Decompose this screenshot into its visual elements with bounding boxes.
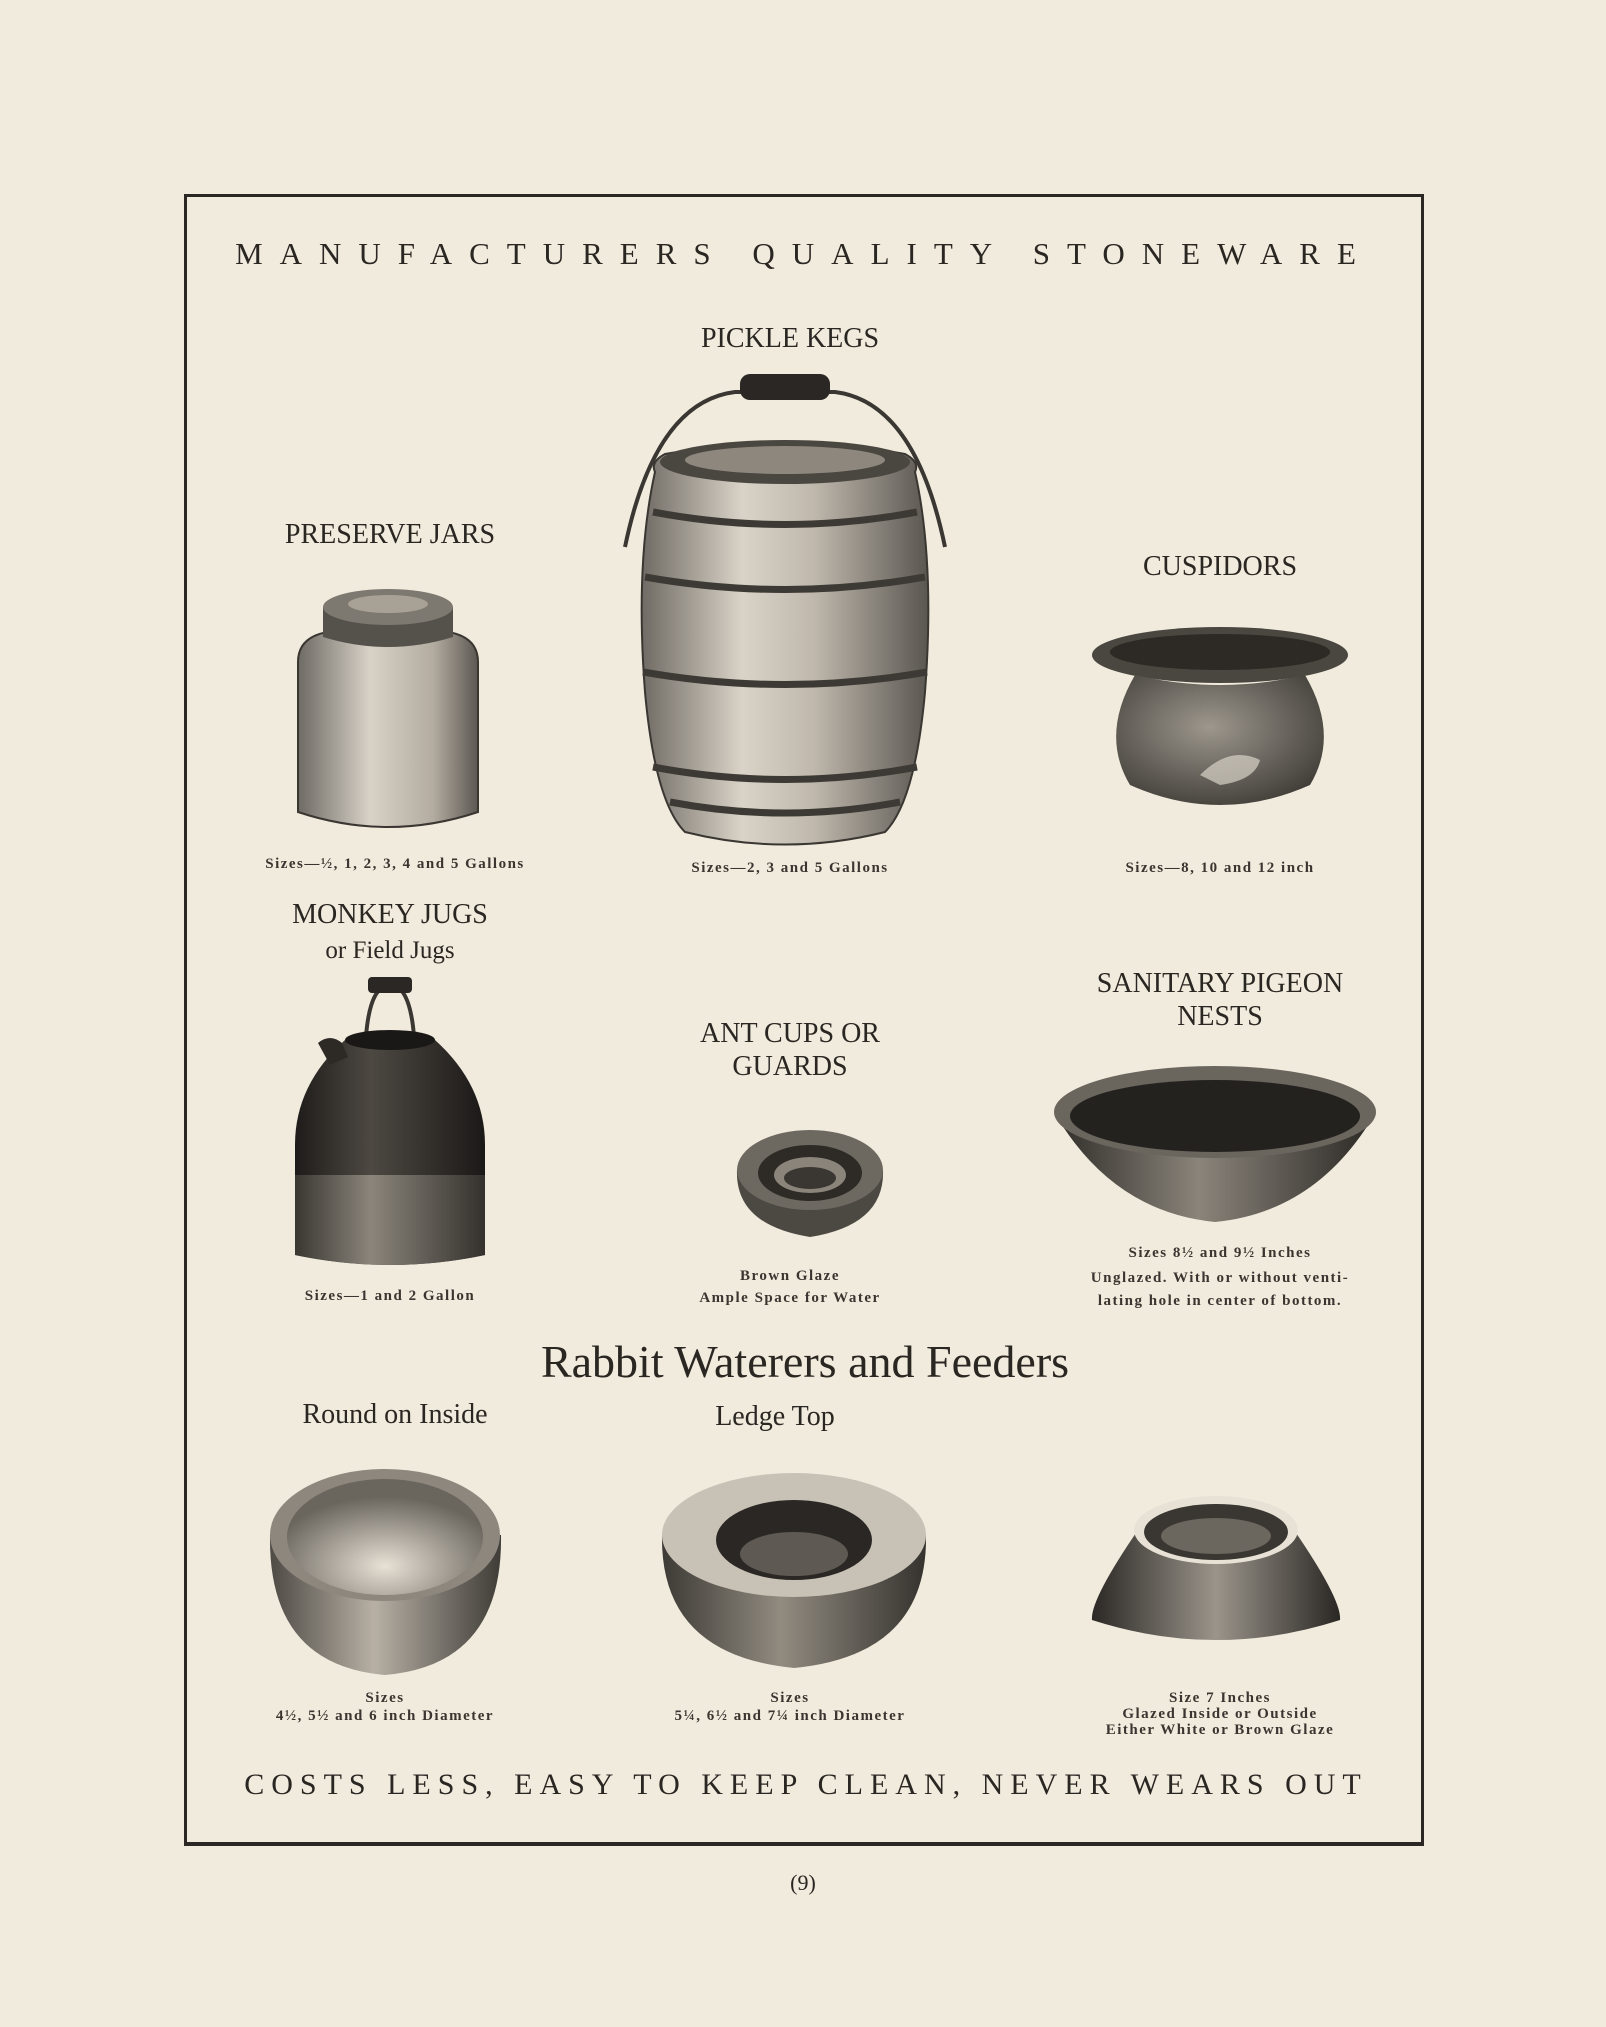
cuspidor-image bbox=[1090, 625, 1350, 815]
pigeon-nests-title-line2: NESTS bbox=[1177, 1001, 1263, 1032]
preserve-jars-caption: Sizes—½, 1, 2, 3, 4 and 5 Gallons bbox=[265, 856, 525, 872]
page-header: MANUFACTURERS QUALITY STONEWARE bbox=[235, 236, 1373, 271]
ant-cups-title-line2: GUARDS bbox=[732, 1051, 848, 1082]
ledge-top-label: Ledge Top bbox=[715, 1401, 835, 1432]
monkey-jugs-title: MONKEY JUGS bbox=[292, 899, 488, 930]
ledge-caption-line1: Sizes bbox=[770, 1690, 810, 1706]
monkey-jugs-caption: Sizes—1 and 2 Gallon bbox=[304, 1288, 476, 1304]
cuspidors-title: CUSPIDORS bbox=[1142, 551, 1298, 582]
pickle-keg-image bbox=[615, 362, 955, 852]
preserve-jars-title: PRESERVE JARS bbox=[284, 519, 496, 550]
pigeon-nests-caption-line3: lating hole in center of bottom. bbox=[1097, 1293, 1343, 1309]
rabbit-heading: Rabbit Waterers and Feeders bbox=[540, 1336, 1070, 1387]
ant-cups-title-line1: ANT CUPS OR bbox=[700, 1018, 880, 1049]
pigeon-nests-title-line1: SANITARY PIGEON bbox=[1096, 968, 1344, 999]
monkey-jugs-subtitle: or Field Jugs bbox=[325, 937, 455, 964]
pigeon-nests-caption-line2: Unglazed. With or without venti- bbox=[1090, 1270, 1350, 1286]
glazed-waterer-image bbox=[1090, 1490, 1342, 1650]
pigeon-nests-caption-line1: Sizes 8½ and 9½ Inches bbox=[1128, 1245, 1312, 1261]
round-caption-line1: Sizes bbox=[365, 1690, 405, 1706]
round-caption-line2: 4½, 5½ and 6 inch Diameter bbox=[275, 1708, 495, 1724]
round-inside-label: Round on Inside bbox=[302, 1399, 488, 1430]
ledge-waterer-image bbox=[660, 1470, 928, 1670]
glazed-caption-line1: Size 7 Inches bbox=[1169, 1690, 1271, 1706]
pickle-kegs-caption: Sizes—2, 3 and 5 Gallons bbox=[691, 860, 889, 876]
ant-cups-caption-line2: Ample Space for Water bbox=[699, 1290, 881, 1306]
ledge-caption-line2: 5¼, 6½ and 7¼ inch Diameter bbox=[674, 1708, 906, 1724]
glazed-caption-line2: Glazed Inside or Outside bbox=[1122, 1706, 1318, 1722]
cuspidors-caption: Sizes—8, 10 and 12 inch bbox=[1125, 860, 1315, 876]
preserve-jar-image bbox=[288, 582, 488, 837]
pickle-kegs-title: PICKLE KEGS bbox=[700, 323, 880, 354]
ant-cups-caption-line1: Brown Glaze bbox=[740, 1268, 840, 1284]
round-waterer-image bbox=[268, 1465, 503, 1680]
pigeon-nest-image bbox=[1052, 1062, 1378, 1227]
ant-cup-image bbox=[735, 1125, 885, 1240]
glazed-caption-line3: Either White or Brown Glaze bbox=[1105, 1722, 1335, 1738]
page-number: (9) bbox=[790, 1870, 816, 1895]
page-footer: COSTS LESS, EASY TO KEEP CLEAN, NEVER WEARS OUT bbox=[244, 1768, 1368, 1801]
monkey-jug-image bbox=[290, 975, 490, 1270]
